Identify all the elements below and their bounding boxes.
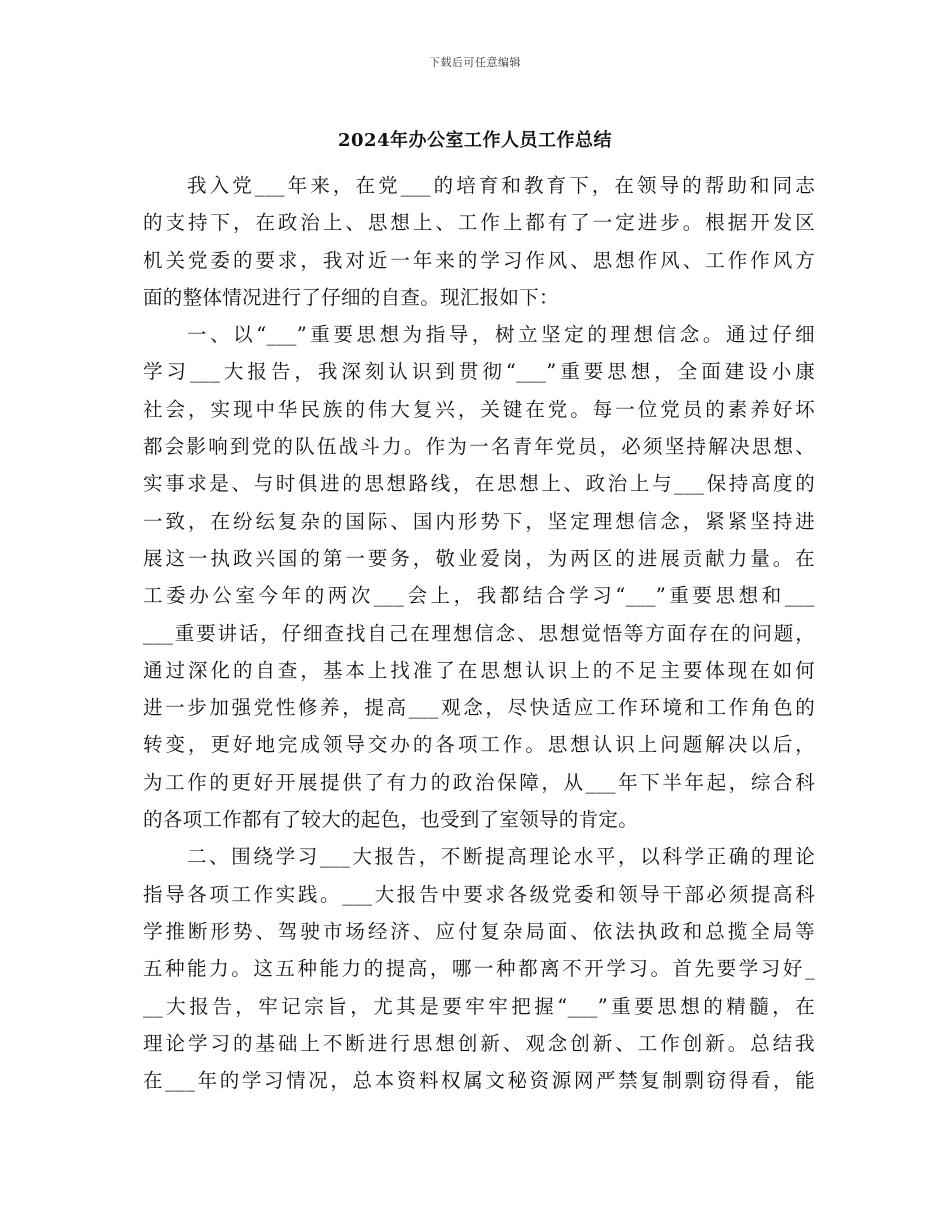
body-line: 指导各项工作实践。___大报告中要求各级党委和领导干部必须提高科: [143, 882, 815, 906]
page-header-note: 下载后可任意编辑: [429, 56, 521, 69]
body-line: 转变，更好地完成领导交办的各项工作。思想认识上问题解决以后，: [143, 733, 815, 757]
body-line: 为工作的更好开展提供了有力的政治保障，从___年下半年起，综合科: [143, 770, 815, 794]
body-line: 工委办公室今年的两次___会上，我都结合学习“___”重要思想和___: [143, 584, 815, 608]
body-line: 实事求是、与时俱进的思想路线，在思想上、政治上与___保持高度的: [143, 472, 815, 496]
body-line: 面的整体情况进行了仔细的自查。现汇报如下：: [143, 285, 559, 309]
body-line: 的各项工作都有了较大的起色，也受到了室领导的肯定。: [143, 808, 639, 832]
body-line: __大报告，牢记宗旨，尤其是要牢牢把握“___”重要思想的精髓，在: [143, 994, 815, 1018]
body-line: 机关党委的要求，我对近一年来的学习作风、思想作风、工作作风方: [143, 248, 815, 272]
body-line: 展这一执政兴国的第一要务，敬业爱岗，为两区的进展贡献力量。在: [143, 546, 815, 570]
document-body: [143, 167, 815, 1099]
body-line: ___重要讲话，仔细查找自己在理想信念、思想觉悟等方面存在的问题，: [143, 621, 815, 645]
body-line: 理论学习的基础上不断进行思想创新、观念创新、工作创新。总结我: [143, 1031, 815, 1055]
body-line: 学习___大报告，我深刻认识到贯彻“___”重要思想，全面建设小康: [143, 360, 815, 384]
document-title: 2024年办公室工作人员工作总结: [337, 130, 613, 151]
body-line: 一致，在纷纭复杂的国际、国内形势下，坚定理想信念，紧紧坚持进: [143, 509, 815, 533]
body-line: 一、以“___”重要思想为指导，树立坚定的理想信念。通过仔细: [187, 323, 815, 347]
body-line: 社会，实现中华民族的伟大复兴，关键在党。每一位党员的素养好坏: [143, 397, 815, 421]
body-line: 通过深化的自查，基本上找准了在思想认识上的不足主要体现在如何: [143, 658, 815, 682]
body-line: 都会影响到党的队伍战斗力。作为一名青年党员，必须坚持解决思想、: [143, 435, 815, 459]
body-line: 的支持下，在政治上、思想上、工作上都有了一定进步。根据开发区: [143, 211, 815, 235]
body-line: 五种能力。这五种能力的提高，哪一种都离不开学习。首先要学习好_: [143, 957, 815, 981]
body-line: 学推断形势、驾驶市场经济、应付复杂局面、依法执政和总揽全局等: [143, 919, 815, 943]
body-line: 二、围绕学习___大报告，不断提高理论水平，以科学正确的理论: [187, 845, 815, 869]
body-line: 我入党___年来，在党___的培育和教育下，在领导的帮助和同志: [187, 174, 815, 197]
body-line: 进一步加强党性修养，提高___观念，尽快适应工作环境和工作角色的: [143, 696, 815, 720]
body-line: 在___年的学习情况，总本资料权属文秘资源网严禁复制剽窃得看，能: [143, 1069, 815, 1093]
